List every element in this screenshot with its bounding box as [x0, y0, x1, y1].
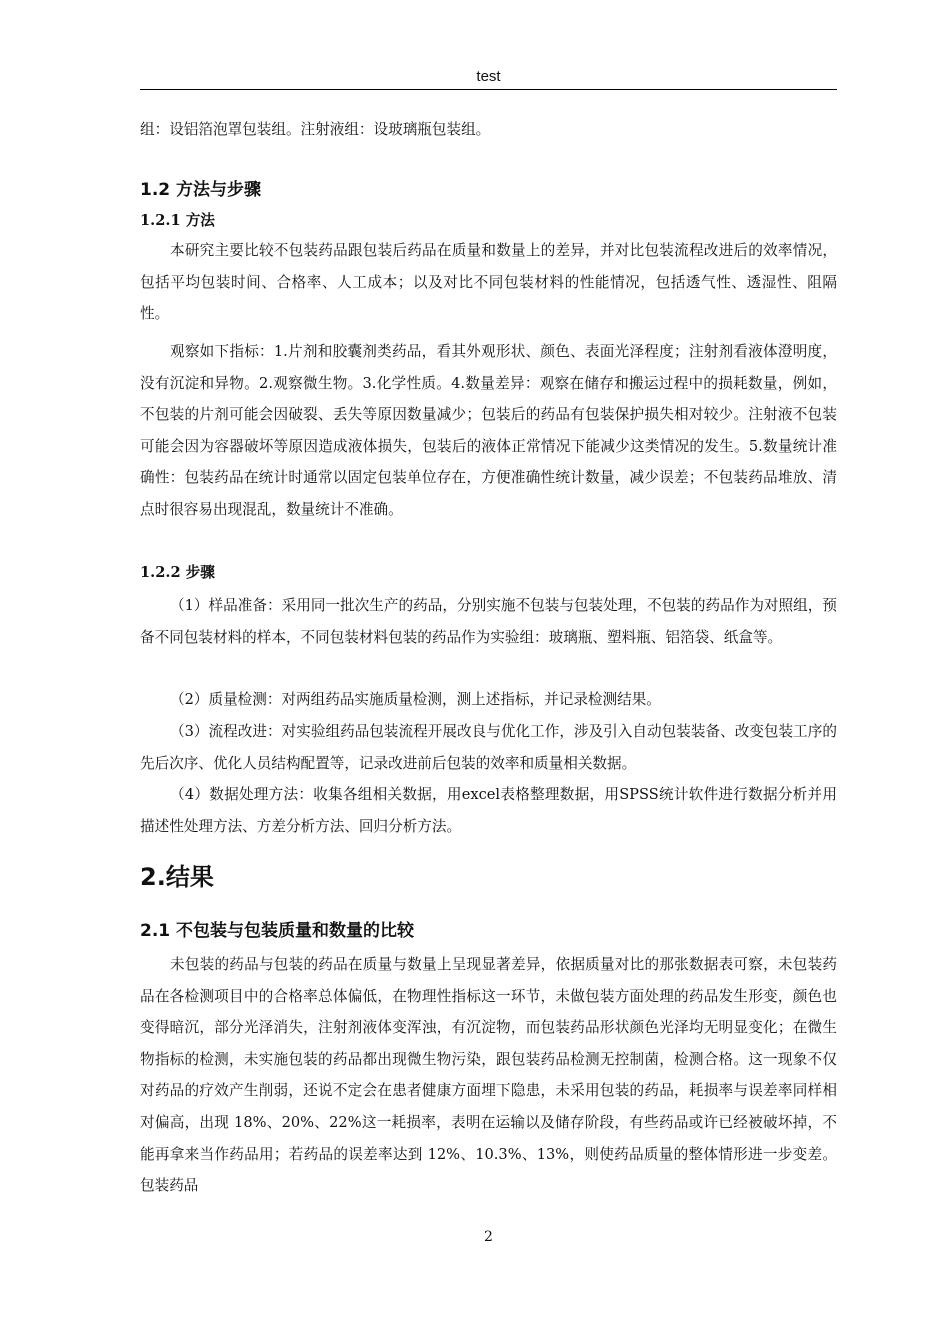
heading-1-2-2: 1.2.2 步骤	[140, 564, 215, 581]
step-3: （3）流程改进：对实验组药品包装流程开展改良与优化工作，涉及引入自动包装装备、改变包装工序的先后次序、优化人员结构配置等，记录改进前后包装的效率和质量相关数据。	[140, 723, 837, 772]
heading-1-2-1: 1.2.1 方法	[140, 212, 215, 229]
step-4: （4）数据处理方法：收集各组相关数据，用excel表格整理数据，用SPSS统计软件进行数据分析并用描述性处理方法、方差分析方法、回归分析方法。	[140, 786, 837, 835]
heading-2-1: 2.1 不包装与包装质量和数量的比较	[140, 921, 415, 941]
heading-2-results: 2.结果	[140, 863, 214, 891]
paragraph-method: 本研究主要比较不包装药品跟包装后药品在质量和数量上的差异，并对比包装流程改进后的效率情况，包括平均包装时间、合格率、人工成本；以及对比不同包装材料的性能情况，包括透气性、透湿性、阻隔性。	[140, 242, 837, 323]
heading-1-2: 1.2 方法与步骤	[140, 180, 262, 200]
step-1: （1）样品准备：采用同一批次生产的药品，分别实施不包装与包装处理，不包装的药品作为对照组，预备不同包装材料的样本，不同包装材料包装的药品作为实验组：玻璃瓶、塑料瓶、铝箔袋、纸盒等。	[140, 597, 837, 646]
page-number: 2	[484, 1229, 493, 1245]
paragraph-results: 未包装的药品与包装的药品在质量与数量上呈现显著差异，依据质量对比的那张数据表可察，未包装药品在各检测项目中的合格率总体偏低，在物理性指标这一环节，未做包装方面处理的药品发生形变，颜色也变得暗沉，部分光泽消失，注射剂液体变浑浊，有沉淀物，而包装药品形状颜色光泽均无明显变化；在微生物指标的检测，未实施包装的药品都出现微生物污染，跟包装药品检测无控制菌，检测合格。这一现象不仅对药品的疗效产生削弱，还说不定会在患者健康方面埋下隐患，未采用包装的药品，耗损率与误差率同样相对偏高，出现 18%、20%、22%这一耗损率，表明在运输以及储存阶段，有些药品或许已经被破坏掉，不能再拿来当作药品用；若药品的误差率达到 12%、10.3%、13%，则使药品质量的整体情形进一步变差。包装药品	[140, 956, 837, 1195]
step-2: （2）质量检测：对两组药品实施质量检测，测上述指标，并记录检测结果。	[170, 691, 661, 708]
paragraph-indicators: 观察如下指标：1.片剂和胶囊剂类药品，看其外观形状、颜色、表面光泽程度；注射剂看液体澄明度，没有沉淀和异物。2.观察微生物。3.化学性质。4.数量差异：观察在储存和搬运过程中的损耗数量，例如，不包装的片剂可能会因破裂、丢失等原因数量减少；包装后的药品有包装保护损失相对较少。注射液不包装可能会因为容器破坏等原因造成液体损失，包装后的液体正常情况下能减少这类情况的发生。5.数量统计准确性：包装药品在统计时通常以固定包装单位存在，方便准确性统计数量，减少误差；不包装药品堆放、清点时很容易出现混乱，数量统计不准确。	[140, 343, 837, 518]
header-rule	[140, 89, 837, 90]
paragraph-group-setup: 组：设铝箔泡罩包装组。注射液组：设玻璃瓶包装组。	[140, 121, 491, 138]
page-header: test	[476, 68, 501, 85]
